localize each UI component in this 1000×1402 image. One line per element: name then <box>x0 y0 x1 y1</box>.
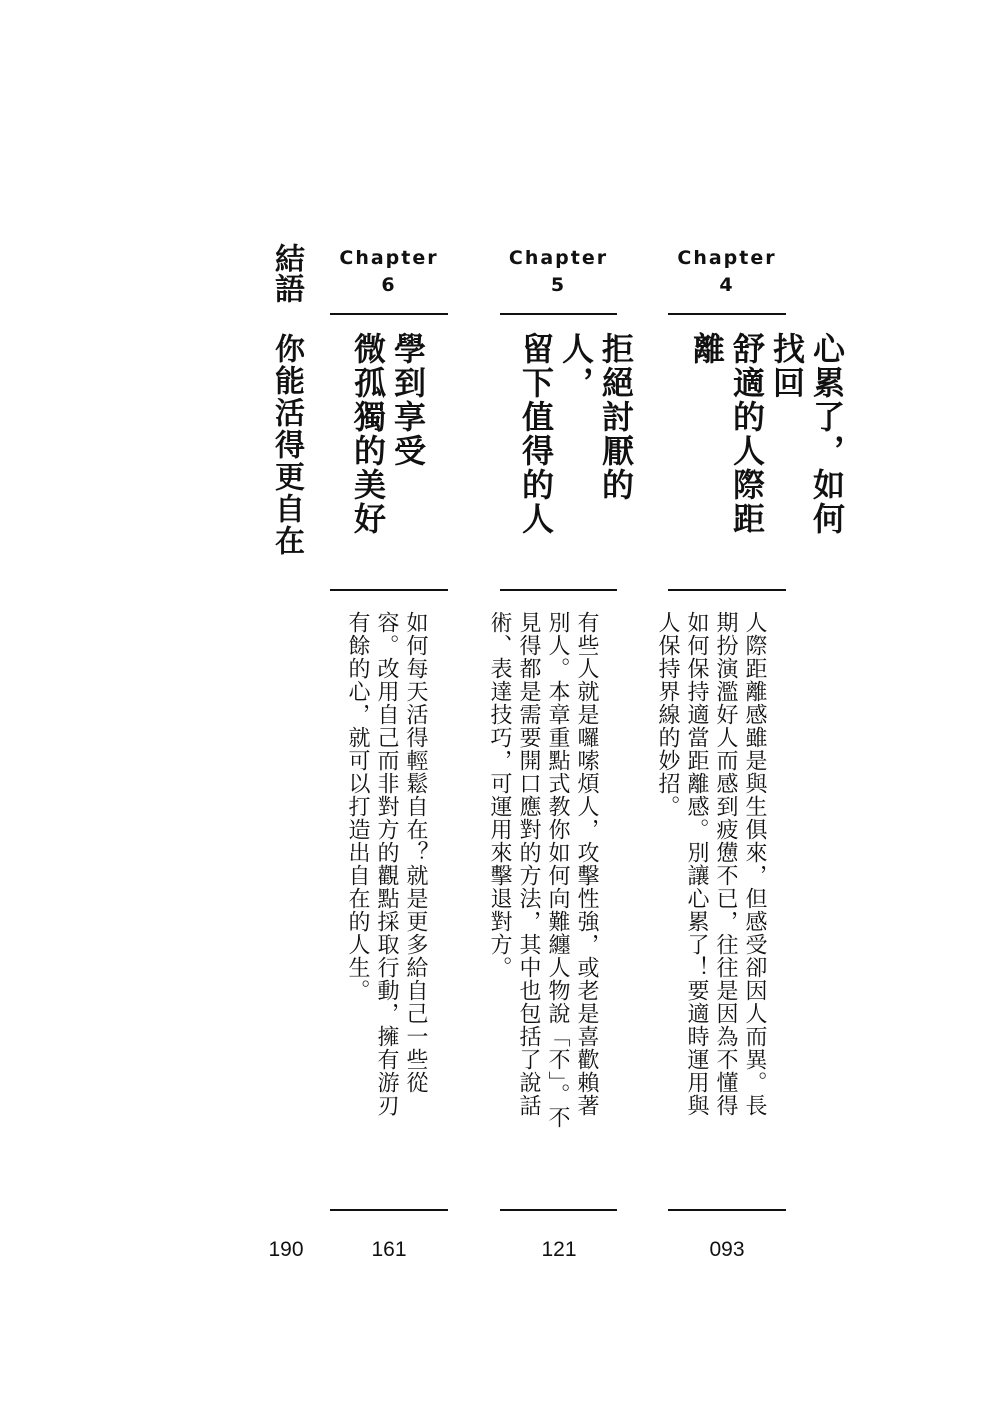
chapter-5-title <box>516 332 636 552</box>
chapter-4-title-line-1: 心累了，如何找回 <box>768 332 846 536</box>
chapter-5-number: 5 <box>550 274 567 296</box>
conclusion-title: 你能活得更自在 <box>269 333 304 557</box>
conclusion-label: 結語 <box>269 243 304 303</box>
chapter-4-description: 人際距離感雖是與生俱來，但感受卻因人而異。長期扮演濫好人而感到疲憊不已，往往是因為不懂得如何保持適當距離感。別讓心累了！要適時運用與人保持界線的妙招。 <box>655 611 767 1117</box>
chapter-6-number: 6 <box>381 274 397 296</box>
chapter-5-title-line-1: 拒絕討厭的人， <box>557 332 635 502</box>
chapter-6-title <box>348 332 428 552</box>
chapter-5-page-number: 121 <box>541 1238 577 1261</box>
chapter-4-title <box>687 332 847 552</box>
chapter-6-page-number: 161 <box>371 1238 407 1261</box>
chapter-6-label: Chapter <box>339 247 439 269</box>
chapter-4-top-rule <box>668 313 786 315</box>
chapter-5-bottom-rule <box>500 1209 617 1211</box>
chapter-5-middle-rule <box>500 589 617 591</box>
chapter-5-description: 有些人就是囉嗦煩人，攻擊性強，或老是喜歡賴著別人。本章重點式教你如何向難纏人物說「不」。不見得都是需要開口應對的方法，其中也包括了說話術、表達技巧，可運用來擊退對方。 <box>487 611 599 1129</box>
chapter-5-top-rule <box>500 313 617 315</box>
chapter-6-top-rule <box>330 313 448 315</box>
chapter-4-number: 4 <box>719 274 735 296</box>
chapter-6-bottom-rule <box>330 1209 448 1211</box>
chapter-5-heading <box>500 245 617 299</box>
chapter-4-heading <box>668 245 786 299</box>
chapter-4-page-number: 093 <box>709 1238 745 1261</box>
chapter-4-bottom-rule <box>668 1209 786 1211</box>
chapter-4-label: Chapter <box>677 247 777 269</box>
chapter-6-description: 如何每天活得輕鬆自在？就是更多給自己一些從容。改用自己而非對方的觀點採取行動，擁有游刃有餘的心，就可以打造出自在的人生。 <box>345 611 428 1117</box>
chapter-5-title-line-2: 留下值得的人 <box>517 332 555 536</box>
chapter-6-heading <box>330 245 448 299</box>
conclusion-page-number: 190 <box>268 1238 304 1261</box>
chapter-6-middle-rule <box>330 589 448 591</box>
chapter-4-middle-rule <box>668 589 786 591</box>
chapter-5-label: Chapter <box>508 247 609 269</box>
chapter-6-title-line-2: 微孤獨的美好 <box>349 332 387 536</box>
chapter-4-title-line-2: 舒適的人際距離 <box>688 332 766 536</box>
chapter-6-title-line-1: 學到享受 <box>389 332 427 468</box>
